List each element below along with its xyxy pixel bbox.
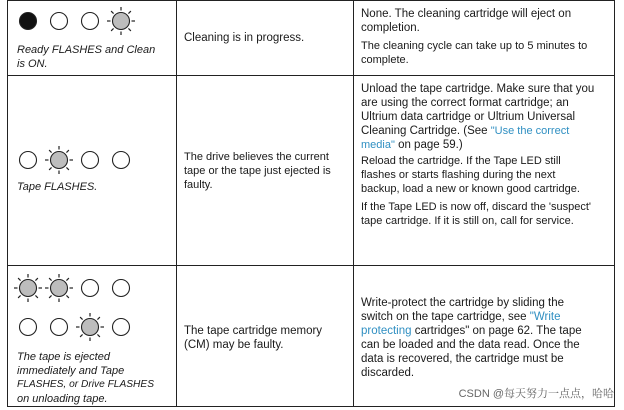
action-paragraph: [361, 296, 597, 380]
action-paragraph-text: on page 59.): [394, 139, 463, 151]
action-text: [361, 82, 597, 228]
condition-line: immediately and Tape: [17, 365, 125, 377]
led-flash-icon: [19, 279, 37, 297]
led-pattern: [19, 279, 143, 297]
table-row: [8, 1, 616, 75]
led-condition: [17, 350, 177, 406]
table-row: [8, 76, 616, 265]
led-off-icon: [81, 151, 99, 169]
led-flash-icon: [81, 318, 99, 336]
led-pattern: [19, 151, 143, 169]
action-paragraph-text: cartridges" on page 62. The tape can be loaded and the data read. Once the data is recovered, the cartridge must be discarded.: [361, 325, 582, 379]
led-line: [19, 12, 143, 30]
led-line: [19, 279, 143, 297]
led-off-icon: [81, 279, 99, 297]
led-flash-icon: [112, 12, 130, 30]
condition-line: FLASHES, or Drive FLASHES: [17, 379, 155, 390]
action-paragraph: Reload the cartridge. If the Tape LED still flashes or starts flashing during the next backup, load a new or known good cartridge.: [361, 155, 580, 195]
led-off-icon: [112, 318, 130, 336]
led-off-icon: [112, 279, 130, 297]
led-off-icon: [19, 318, 37, 336]
led-status-table: [7, 0, 615, 407]
led-flash-icon: [50, 151, 68, 169]
write-protecting-link[interactable]: "Write protecting: [361, 311, 561, 337]
condition-line: Ready FLASHES and Clean: [17, 44, 156, 56]
meaning-text: The tape cartridge memory (CM) may be faulty.: [184, 325, 323, 351]
led-line: [19, 151, 143, 169]
action-paragraph-text: Unload the tape cartridge. Make sure that you are using the correct format cartridge; an Ultrium data cartridge or Ultrium Universal Cleaning Cartridge. (See: [361, 83, 595, 137]
led-flash-icon: [50, 279, 68, 297]
action-paragraph-text: Write-protect the cartridge by sliding the switch on the tape cartridge, see: [361, 297, 565, 323]
action-text: [361, 7, 597, 67]
use-correct-media-link[interactable]: "Use the correct media": [361, 125, 570, 151]
condition-line: is ON.: [17, 58, 48, 70]
led-off-icon: [81, 12, 99, 30]
led-on-icon: [19, 12, 37, 30]
led-off-icon: [19, 151, 37, 169]
condition-line: The tape is ejected: [17, 351, 110, 363]
condition-line: Tape FLASHES.: [17, 181, 98, 193]
led-off-icon: [50, 318, 68, 336]
meaning-text: The drive believes the current tape or the tape just ejected is faulty.: [184, 151, 331, 191]
meaning-text: Cleaning is in progress.: [184, 32, 305, 44]
action-paragraph: [361, 82, 597, 152]
led-condition: [17, 180, 175, 194]
led-off-icon: [112, 151, 130, 169]
condition-line: on unloading tape.: [17, 393, 108, 405]
action-paragraph: The cleaning cycle can take up to 5 minutes to complete.: [361, 40, 588, 66]
action-paragraph: None. The cleaning cartridge will eject on completion.: [361, 8, 572, 34]
led-off-icon: [50, 12, 68, 30]
led-line: [19, 318, 143, 336]
watermark: CSDN @每天努力一点点，哈哈: [459, 385, 614, 401]
action-paragraph: If the Tape LED is now off, discard the 'suspect' tape cartridge. If it is still on, call for service.: [361, 201, 592, 227]
led-pattern: [19, 318, 143, 336]
led-pattern: [19, 12, 143, 30]
action-text: [361, 296, 597, 380]
led-condition: [17, 43, 175, 71]
